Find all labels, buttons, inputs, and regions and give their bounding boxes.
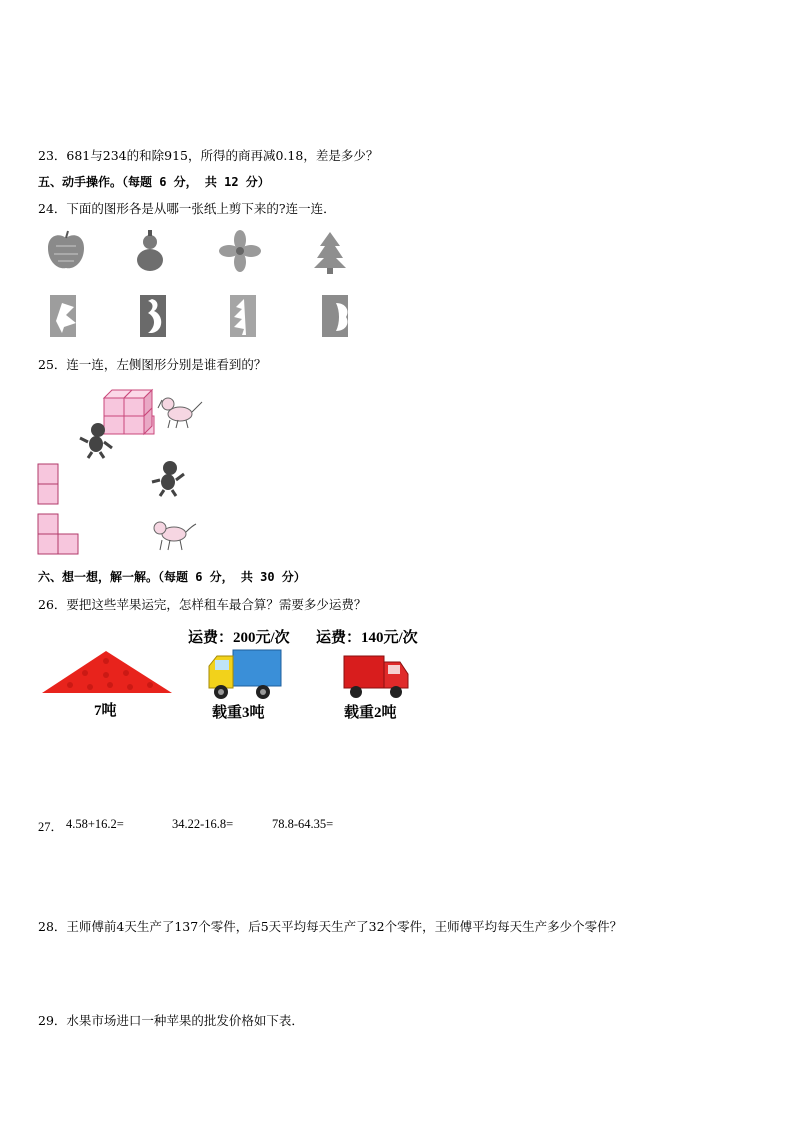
paper-tree-hole-icon bbox=[230, 295, 256, 337]
apple-cutout-icon bbox=[48, 231, 84, 268]
question-24: 24．下面的图形各是从哪一张纸上剪下来的?连一连． bbox=[38, 201, 336, 216]
red-truck-capacity: 载重2吨 bbox=[344, 705, 397, 721]
paper-apple-hole-icon bbox=[322, 295, 348, 337]
paper-flower-hole-icon bbox=[50, 295, 76, 337]
q27-expression-2: 34.22-16.8= bbox=[172, 817, 234, 831]
flower-cutout-icon bbox=[219, 230, 261, 272]
fee-blue-truck: 运费：200元/次 bbox=[188, 630, 290, 646]
cutout-shapes-row bbox=[38, 228, 368, 276]
red-truck-icon bbox=[342, 652, 410, 700]
fee-red-truck: 运费：140元/次 bbox=[316, 630, 418, 646]
question-25: 25．连一连，左侧图形分别是谁看到的？ bbox=[38, 357, 267, 372]
monkey-icon-2 bbox=[152, 461, 184, 496]
section-5-heading: 五、动手操作。（每题 6 分， 共 12 分） bbox=[38, 175, 270, 189]
q27-expression-3: 78.8-64.35= bbox=[272, 817, 334, 831]
apples-weight-label: 7吨 bbox=[94, 703, 117, 719]
views-figure bbox=[36, 380, 216, 560]
blue-truck-capacity: 载重3吨 bbox=[212, 705, 265, 721]
side-view-shape bbox=[38, 514, 78, 554]
blue-truck-icon bbox=[207, 648, 283, 702]
question-26: 26．要把这些苹果运完，怎样租车最合算？需要多少运费？ bbox=[38, 597, 367, 612]
question-27-number: 27． bbox=[38, 820, 64, 834]
dog-icon-2 bbox=[154, 522, 196, 550]
section-6-heading: 六、想一想，解一解。（每题 6 分， 共 30 分） bbox=[38, 570, 306, 584]
q27-expression-1: 4.58+16.2= bbox=[66, 817, 124, 831]
question-29: 29．水果市场进口一种苹果的批发价格如下表． bbox=[38, 1013, 304, 1028]
tree-cutout-icon bbox=[314, 232, 346, 274]
cube-stack-icon bbox=[104, 390, 154, 434]
paper-holes-row bbox=[44, 293, 364, 341]
question-28: 28．王师傅前4天生产了137个零件，后5天平均每天生产了32个零件，王师傅平均每天生产多少个零件？ bbox=[38, 919, 623, 934]
gourd-cutout-icon bbox=[137, 230, 163, 271]
dog-icon bbox=[158, 398, 202, 428]
question-23: 23．681与234的和除915，所得的商再减0.18，差是多少？ bbox=[38, 148, 379, 163]
paper-gourd-hole-icon bbox=[140, 295, 166, 337]
front-view-shape bbox=[38, 464, 58, 504]
apple-pile-icon bbox=[40, 645, 175, 697]
